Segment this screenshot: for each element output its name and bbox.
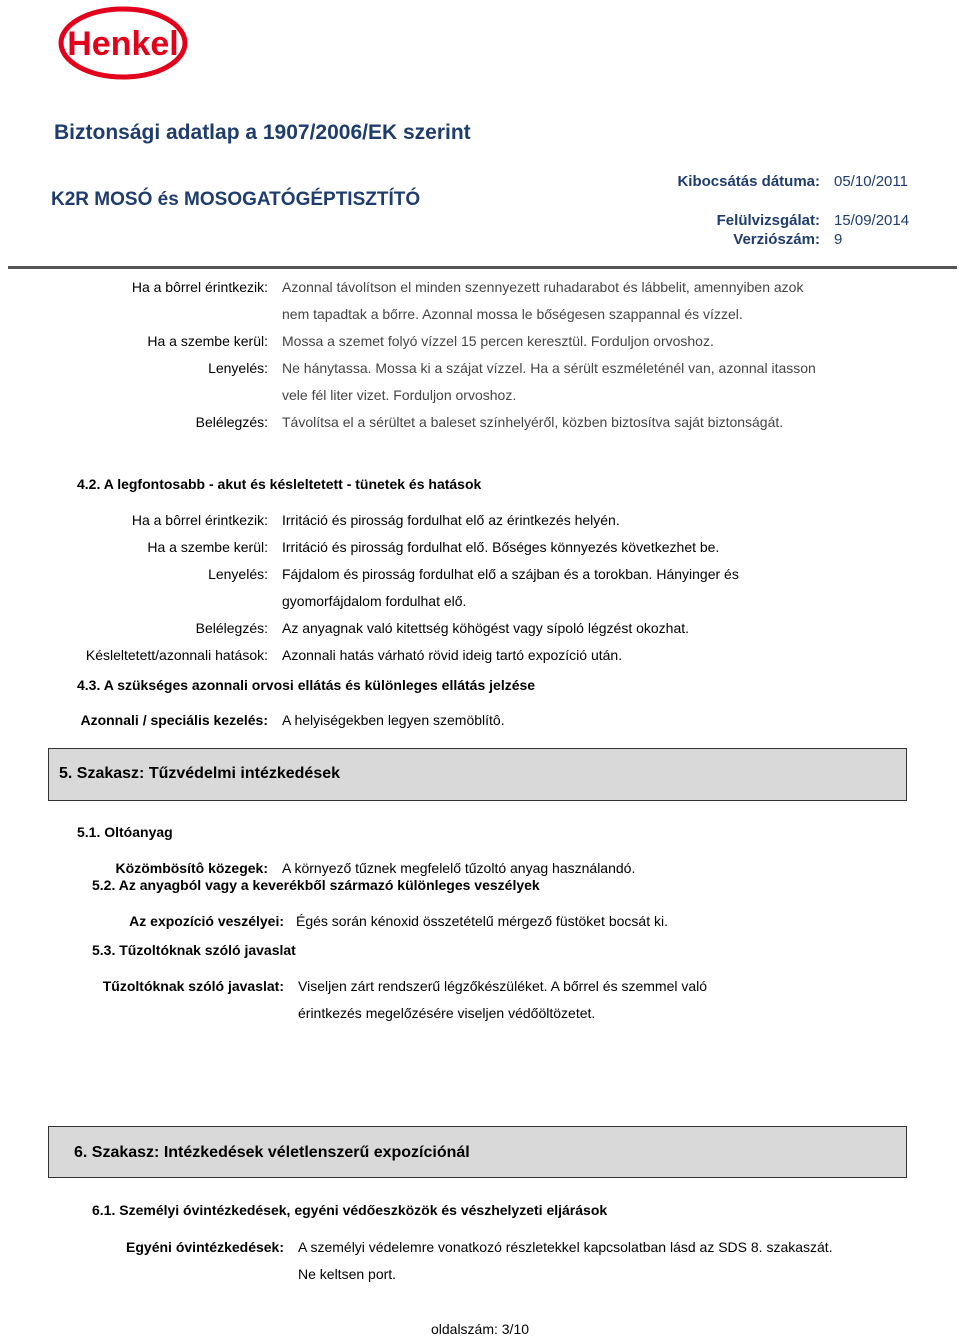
s51-label: Közömbösítô közegek: <box>115 860 268 876</box>
inhalation-text: Távolítsa el a sérültet a baleset színhelyéről, közben biztosítva saját biztonságát. <box>282 414 784 430</box>
section-6-band <box>48 1126 907 1178</box>
skin-contact-label: Ha a bôrrel érintkezik: <box>131 279 268 295</box>
s42-ingestion-label: Lenyelés: <box>208 566 268 582</box>
s53-text-2: érintkezés megelőzésére viseljen védőöltözetet. <box>298 1005 596 1021</box>
review-date-label: Felülvizsgálat: <box>716 212 820 229</box>
s61-label: Egyéni óvintézkedések: <box>126 1239 284 1255</box>
eye-contact-label: Ha a szembe kerül: <box>147 333 268 349</box>
logo-text: Henkel <box>67 25 179 63</box>
section-5-3-heading: 5.3. Tűzoltóknak szóló javaslat <box>92 942 296 958</box>
s42-skin-text: Irritáció és pirosság fordulhat elő az érintkezés helyén. <box>282 512 620 528</box>
s43-label: Azonnali / speciális kezelés: <box>80 712 268 728</box>
henkel-logo <box>57 6 189 80</box>
s42-inhalation-label: Belélegzés: <box>195 620 268 636</box>
s42-delayed-text: Azonnali hatás várható rövid ideig tartó expozíció után. <box>282 647 623 663</box>
eye-contact-text: Mossa a szemet folyó vízzel 15 percen keresztül. Forduljon orvoshoz. <box>282 333 714 349</box>
s52-text: Égés során kénoxid összetételű mérgező füstöket bocsát ki. <box>296 913 668 929</box>
skin-contact-text-1: Azonnal távolítson el minden szennyezett ruhadarabot és lábbelit, amennyiben azok <box>282 279 804 295</box>
ingestion-label: Lenyelés: <box>208 360 268 376</box>
document-title: Biztonsági adatlap a 1907/2006/EK szerint <box>54 121 471 144</box>
section-5-2-heading: 5.2. Az anyagból vagy a keverékből származó különleges veszélyek <box>92 877 540 893</box>
s42-delayed-label: Késleltetett/azonnali hatások: <box>85 647 268 663</box>
s42-inhalation-text: Az anyagnak való kitettség köhögést vagy sípoló légzést okozhat. <box>282 620 690 636</box>
product-name: K2R MOSÓ és MOSOGATÓGÉPTISZTÍTÓ <box>51 189 421 210</box>
review-date-value: 15/09/2014 <box>834 212 910 229</box>
inhalation-label: Belélegzés: <box>195 414 268 430</box>
header-divider <box>8 266 957 269</box>
s53-text-1: Viseljen zárt rendszerű légzőkészüléket. A bőrrel és szemmel való <box>298 978 708 994</box>
s52-label: Az expozíció veszélyei: <box>129 913 284 929</box>
section-4-2-heading: 4.2. A legfontosabb - akut és késleltetett - tünetek és hatások <box>77 476 482 492</box>
ingestion-text-2: vele fél liter vizet. Forduljon orvoshoz. <box>282 387 517 403</box>
s42-ingestion-text-1: Fájdalom és pirosság fordulhat elő a szájban és a torokban. Hányinger és <box>282 566 739 582</box>
s51-text: A környező tűznek megfelelő tűzoltó anyag használandó. <box>282 860 636 876</box>
version-label: Verziószám: <box>733 231 820 248</box>
page-number: oldalszám: 3/10 <box>430 1321 530 1337</box>
s42-skin-label: Ha a bôrrel érintkezik: <box>131 512 268 528</box>
s42-eye-text: Irritáció és pirosság fordulhat elő. Bőséges könnyezés következhet be. <box>282 539 720 555</box>
issue-date-label: Kibocsátás dátuma: <box>677 173 820 190</box>
s43-text: A helyiségekben legyen szemöblítô. <box>282 712 505 728</box>
issue-date-value: 05/10/2011 <box>834 173 908 190</box>
s53-label: Tűzoltóknak szóló javaslat: <box>102 978 284 994</box>
section-5-1-heading: 5.1. Oltóanyag <box>77 824 173 840</box>
section-6-title: 6. Szakasz: Intézkedések véletlenszerű expozíciónál <box>74 1144 470 1161</box>
section-6-1-heading: 6.1. Személyi óvintézkedések, egyéni védőeszközök és vészhelyzeti eljárások <box>92 1202 608 1218</box>
section-5-title: 5. Szakasz: Tűzvédelmi intézkedések <box>59 765 341 782</box>
s61-text-2: Ne keltsen port. <box>298 1266 397 1282</box>
s61-text-1: A személyi védelemre vonatkozó részletekkel kapcsolatban lásd az SDS 8. szakaszát. <box>298 1239 833 1255</box>
ingestion-text-1: Ne hánytassa. Mossa ki a szájat vízzel. Ha a sérült eszméleténél van, azonnal itasson <box>282 360 816 376</box>
s42-ingestion-text-2: gyomorfájdalom fordulhat elő. <box>282 593 467 609</box>
version-value: 9 <box>834 231 843 248</box>
section-5-band <box>48 748 907 801</box>
s42-eye-label: Ha a szembe kerül: <box>147 539 268 555</box>
section-4-3-heading: 4.3. A szükséges azonnali orvosi ellátás és különleges ellátás jelzése <box>77 677 536 693</box>
skin-contact-text-2: nem tapadtak a bőrre. Azonnal mossa le bőségesen szappannal és vízzel. <box>282 306 743 322</box>
